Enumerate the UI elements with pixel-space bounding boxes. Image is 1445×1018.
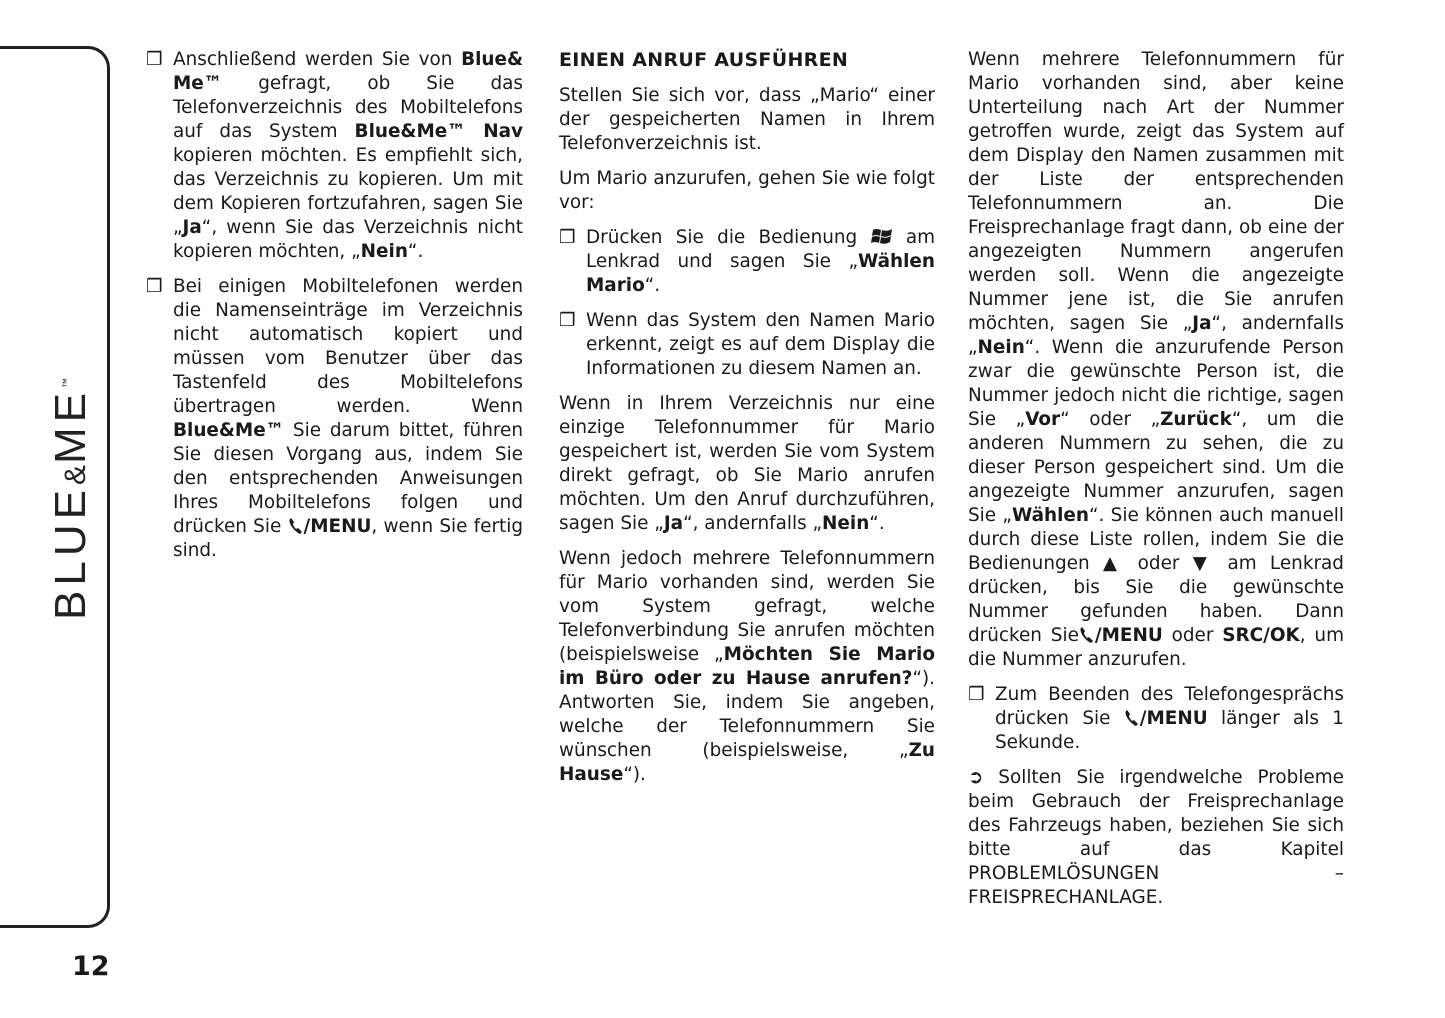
brand-logo	[46, 373, 96, 620]
checkbox-bullet-icon: ❒	[146, 276, 163, 297]
checkbox-bullet-icon: ❒	[968, 684, 985, 705]
windows-logo-icon	[871, 227, 893, 246]
note-arrow-icon: ➲	[968, 767, 984, 788]
brand-tm: ™	[61, 373, 73, 389]
checkbox-bullet-icon: ❒	[559, 310, 576, 331]
brand-text-me: ME	[46, 388, 95, 465]
list-item: ❒ Anschließend werden Sie von Blue& Me™ gefragt, ob Sie das Telefonverzeichnis des Mobiltelefons auf das System Blue&Me™ Nav kopieren möchten. Es empfiehlt sich, das Verzeichnis zu kopieren. Um mit dem Kopieren fortzufahren, sagen Sie „Ja“, wenn Sie das Verzeichnis nicht kopieren möchten, „Nein“.	[146, 49, 523, 262]
phone-icon	[1079, 627, 1095, 644]
phone-icon	[1124, 710, 1140, 727]
brand-text-blue: BLUE	[46, 485, 95, 620]
page-number: 12	[72, 951, 110, 982]
phone-icon	[288, 518, 304, 535]
paragraph: Stellen Sie sich vor, dass „Mario“ einer der gespeicherten Namen in Ihrem Telefonverzeichnis ist.	[559, 85, 935, 154]
section-heading: EINEN ANRUF AUSFÜHREN	[559, 49, 849, 71]
column-3	[968, 48, 1344, 921]
list-item: ❒ Wenn das System den Namen Mario erkennt, zeigt es auf dem Display die Informationen zu diesem Namen an.	[559, 310, 935, 379]
checkbox-bullet-icon: ❒	[146, 49, 163, 70]
paragraph: Wenn in Ihrem Verzeichnis nur eine einzige Telefonnummer für Mario gespeichert ist, werden Sie vom System direkt gefragt, ob Sie Mario anrufen möchten. Um den Anruf durchzuführen, sagen Sie „Ja“, andernfalls „Nein“.	[559, 393, 935, 534]
checkbox-bullet-icon: ❒	[559, 227, 576, 248]
brand-ampersand: &	[59, 464, 92, 486]
list-item: ❒ Zum Beenden des Telefongesprächs drücken Sie /MENU länger als 1 Sekunde.	[968, 684, 1344, 753]
column-2	[559, 48, 935, 798]
arrow-down-icon: ▼	[1192, 553, 1215, 574]
column-1	[146, 48, 523, 574]
list-item: ❒ Bei einigen Mobiltelefonen werden die Namenseinträge im Verzeichnis nicht automatisch kopiert und müssen vom Benutzer über das Tastenfeld des Mobiltelefons übertragen werden. Wenn Blue&Me™ Sie darum bittet, führen Sie diesen Vorgang aus, indem Sie den entsprechenden Anweisungen Ihres Mobiltelefons folgen und drücken Sie /MENU, wenn Sie fertig sind.	[146, 276, 523, 561]
note-paragraph: ➲ Sollten Sie irgendwelche Probleme beim Gebrauch der Freisprechanlage des Fahrzeugs haben, beziehen Sie sich bitte auf das Kapitel PROBLEMLÖSUNGEN – FREISPRECHANLAGE.	[968, 767, 1344, 908]
paragraph: Um Mario anzurufen, gehen Sie wie folgt vor:	[559, 168, 935, 213]
arrow-up-icon: ▲	[1102, 553, 1125, 574]
paragraph: Wenn jedoch mehrere Telefonnummern für Mario vorhanden sind, werden Sie vom System gefragt, welche Telefonverbindung Sie anrufen möchten (beispielsweise „Möchten Sie Mario im Büro oder zu Hause anrufen?“). Antworten Sie, indem Sie angeben, welche der Telefonnummern Sie wünschen (beispielsweise, „Zu Hause“).	[559, 548, 935, 785]
paragraph: Wenn mehrere Telefonnummern für Mario vorhanden sind, aber keine Unterteilung nach Art der Nummer getroffen wurde, zeigt das System auf dem Display den Namen zusammen mit der Liste der entsprechenden Telefonnummern an. Die Freisprechanlage fragt dann, ob eine der angezeigten Nummern angerufen werden soll. Wenn die angezeigte Nummer jene ist, die Sie anrufen möchten, sagen Sie „Ja“, andernfalls „Nein“. Wenn die anzurufende Person zwar die gewünschte Person ist, die Nummer jedoch nicht die richtige, sagen Sie „Vor“ oder „Zurück“, um die anderen Nummern zu sehen, die zu dieser Person gespeichert sind. Um die angezeigte Nummer anzurufen, sagen Sie „Wählen“. Sie können auch manuell durch diese Liste rollen, indem Sie die Bedienungen ▲ oder ▼ am Lenkrad drücken, bis Sie die gewünschte Nummer gefunden haben. Dann drücken Sie /MENU oder SRC/OK, um die Nummer anzurufen.	[968, 49, 1345, 670]
list-item: ❒ Drücken Sie die Bedienung am Lenkrad und sagen Sie „Wählen Mario“.	[559, 227, 935, 296]
